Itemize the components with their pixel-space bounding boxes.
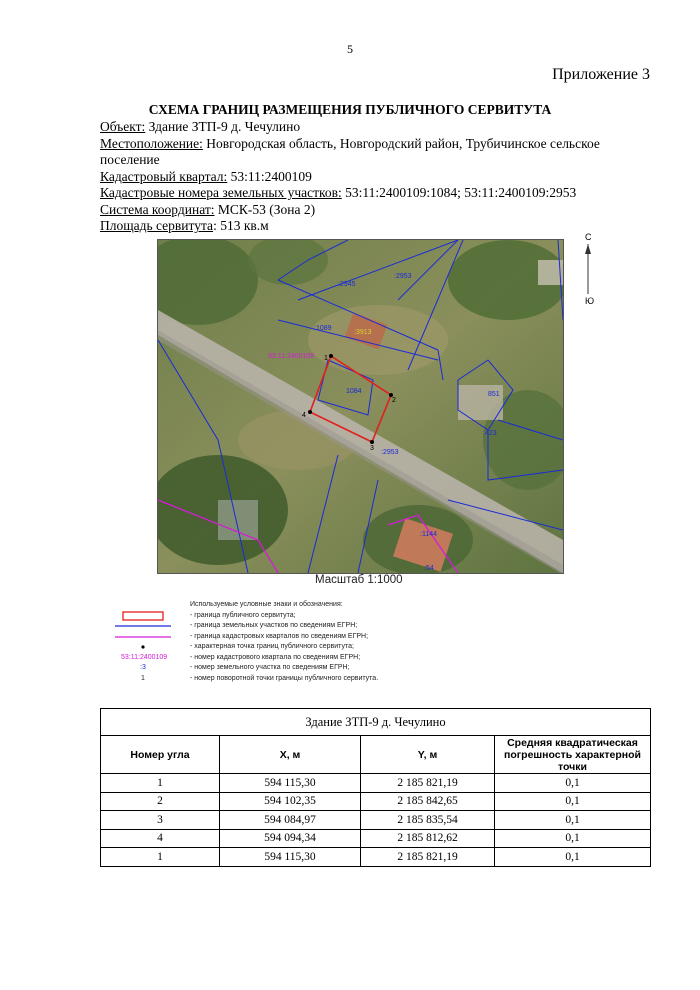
cell-corner: 2 [101, 792, 220, 811]
legend-item [113, 642, 433, 653]
parcel-label-2953-top: :2953 [394, 273, 412, 280]
page-number: 5 [347, 42, 353, 56]
servitude-point [308, 410, 312, 414]
cell-corner: 3 [101, 811, 220, 830]
cell-x: 594 102,35 [220, 792, 361, 811]
legend-item [113, 632, 433, 643]
parcel-label-1144: :1144 [420, 531, 437, 538]
satellite-map [157, 239, 564, 574]
quarter-number-symbol: 53:11:2400109 [121, 653, 168, 661]
quarter-value: 53:11:2400109 [227, 168, 312, 184]
legend-text: - граница кадастровых кварталов по сведениям ЕГРН; [190, 632, 369, 640]
legend-text: - характерная точка границ публичного сервитута; [190, 643, 354, 650]
table-caption-row [101, 709, 651, 736]
coordinates-table [100, 708, 651, 867]
table-row [101, 811, 651, 830]
appendix-label: Приложение 3 [552, 66, 650, 83]
south-label: Ю [585, 296, 595, 306]
object-value: Здание ЗТП-9 д. Чечулино [145, 119, 301, 134]
table-row [101, 829, 651, 848]
col-header-error: Средняя квадратическая погрешность характерной точки [495, 736, 651, 774]
object-label: Объект: [100, 119, 146, 134]
point-number-symbol: 1 [141, 674, 145, 682]
legend-item [113, 611, 433, 622]
location-value: Новгородская область, Новгородский район, Трубичинское сельское поселение [100, 135, 600, 167]
quarter-label: Кадастровый квартал: [100, 168, 228, 184]
table-caption: Здание ЗТП-9 д. Чечулино [101, 709, 651, 736]
parcel-label-3913: :3913 [354, 329, 372, 336]
cell-x: 594 084,97 [220, 811, 361, 830]
parcel-label-2945: :2945 [338, 281, 356, 288]
crs-label: Система координат: [100, 201, 215, 217]
cell-error: 0,1 [495, 811, 651, 830]
crs-value: МСК-53 (Зона 2) [214, 201, 316, 217]
cell-error: 0,1 [495, 829, 651, 848]
parcel-number-symbol: :3 [140, 664, 146, 671]
legend-text: - граница земельных участков по сведениям ЕГРН; [190, 622, 358, 629]
area-value: : 513 кв.м [213, 218, 269, 233]
col-header-x: X, м [220, 736, 361, 774]
cell-y: 2 185 842,65 [361, 792, 495, 811]
map-scale: Масштаб 1:1000 [315, 574, 403, 586]
quarter-label: 53:11:2400109 [268, 353, 315, 360]
parcel-label-2953-road: :2953 [381, 449, 399, 456]
parcels-row [100, 185, 660, 202]
area-label: Площадь сервитута [100, 218, 214, 233]
table-row [101, 792, 651, 811]
legend-title-row [113, 600, 433, 611]
legend-text: - номер кадастрового квартала по сведениям ЕГРН; [190, 653, 361, 661]
cell-corner: 4 [101, 829, 220, 848]
quarter-border-symbol [113, 632, 173, 642]
col-header-corner: Номер угла [101, 736, 220, 774]
crs-row [100, 202, 660, 219]
cell-error: 0,1 [495, 774, 651, 793]
cell-x: 594 094,34 [220, 829, 361, 848]
point-label-1: 1 [324, 355, 328, 362]
location-row [100, 136, 660, 169]
page-title: СХЕМА ГРАНИЦ РАЗМЕЩЕНИЯ ПУБЛИЧНОГО СЕРВИТУТА [148, 102, 552, 117]
legend-item [113, 621, 433, 632]
object-fields [100, 119, 660, 235]
parcel-border-symbol [113, 621, 173, 631]
parcel-label-1084: 1084 [346, 388, 362, 395]
point-symbol [113, 642, 173, 652]
table-row [101, 848, 651, 867]
object-row [100, 119, 660, 136]
cell-corner: 1 [101, 848, 220, 867]
legend-item [113, 663, 433, 674]
parcel-label-1089: :1089 [314, 325, 332, 332]
table-header-row [101, 736, 651, 774]
cell-y: 2 185 835,54 [361, 811, 495, 830]
point-label-4: 4 [302, 412, 306, 419]
point-label-3: 3 [370, 445, 374, 452]
legend-item [113, 653, 433, 664]
legend-text: - номер земельного участка по сведениям ЕГРН; [190, 664, 350, 671]
legend-text: - номер поворотной точки границы публичного сервитута. [190, 674, 379, 682]
table-row [101, 774, 651, 793]
area-row [100, 218, 660, 235]
servitude-point [329, 354, 333, 358]
legend-text: - граница публичного сервитута; [190, 611, 296, 619]
north-arrow [578, 232, 598, 312]
parcel-label-54: :54 [424, 565, 434, 572]
legend-item [113, 674, 433, 685]
cell-y: 2 185 821,19 [361, 774, 495, 793]
cell-y: 2 185 812,62 [361, 829, 495, 848]
map-legend [113, 600, 433, 684]
cell-error: 0,1 [495, 792, 651, 811]
parcel-label-423: :423 [483, 430, 497, 437]
parcels-label: Кадастровые номера земельных участков: [100, 185, 342, 200]
servitude-point [370, 440, 374, 444]
cell-x: 594 115,30 [220, 774, 361, 793]
point-label-2: 2 [392, 397, 396, 404]
building [218, 500, 258, 540]
parcels-value: 53:11:2400109:1084; 53:11:2400109:2953 [341, 185, 577, 200]
col-header-y: Y, м [361, 736, 495, 774]
north-label: С [585, 232, 592, 242]
cell-error: 0,1 [495, 848, 651, 867]
cell-corner: 1 [101, 774, 220, 793]
cell-y: 2 185 821,19 [361, 848, 495, 867]
servitude-symbol [113, 611, 173, 621]
cell-x: 594 115,30 [220, 848, 361, 867]
quarter-row [100, 169, 660, 186]
parcel-label-851: 851 [488, 391, 500, 398]
legend-title: Используемые условные знаки и обозначения: [190, 601, 343, 608]
location-label: Местоположение: [100, 135, 203, 151]
